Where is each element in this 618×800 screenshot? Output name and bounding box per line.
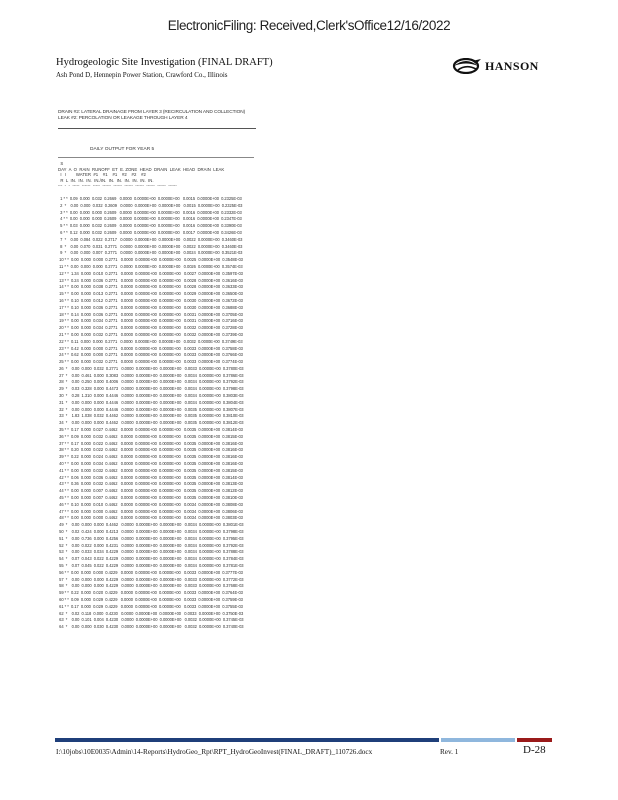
- table-row: 2 * 0.00 0.000 0.032 0.2609 0.0000 0.0000E+00 0.0000E+00 0.0015 0.0000E+00 0.2325E-03: [58, 202, 243, 208]
- footer-color-bar: [55, 738, 552, 742]
- table-row: 64 * 0.00 0.000 0.030 0.4230 0.0000 0.0000E+00 0.0000E+00 0.0032 0.0000E+00 0.3740E-03: [58, 624, 244, 630]
- table-row: 15 * * 0.00 0.000 0.013 0.2771 0.0000 0.0000E+00 0.0000E+00 0.0029 0.0000E+00 0.3650E-03: [58, 291, 243, 297]
- table-row: 25 * * 0.00 0.000 0.032 0.2771 0.0000 0.0000E+00 0.0000E+00 0.0033 0.0000E+00 0.3774E-03: [58, 359, 243, 365]
- table-row: 57 * 0.00 0.000 0.000 0.4229 0.0000 0.0000E+00 0.0000E+00 0.0033 0.0000E+00 0.3772E-03: [58, 576, 244, 582]
- table-row: 27 * 0.00 0.461 0.000 0.3083 0.0000 0.0000E+00 0.0000E+00 0.0034 0.0000E+00 0.3786E-03: [58, 372, 244, 378]
- table-row: 14 * * 0.00 0.000 0.038 0.2771 0.0000 0.0000E+00 0.0000E+00 0.0028 0.0000E+00 0.3633E-03: [58, 284, 243, 290]
- table-row: 26 * 0.00 0.000 0.032 0.2771 0.0000 0.0000E+00 0.0000E+00 0.0033 0.0000E+00 0.3780E-03: [58, 365, 244, 371]
- hanson-logo: [452, 58, 539, 74]
- table-row: 18 * * 0.14 0.000 0.036 0.2771 0.0000 0.0000E+00 0.0000E+00 0.0031 0.0000E+00 0.3705E-03: [58, 311, 243, 317]
- header-rule-top: [58, 157, 254, 158]
- document-title: Hydrogeologic Site Investigation (FINAL DRAFT): [56, 57, 273, 68]
- table-row: 50 * 0.02 0.424 0.000 0.4213 0.0000 0.0000E+00 0.0000E+00 0.0034 0.0000E+00 0.3798E-03: [58, 529, 244, 535]
- table-row: 56 * * 0.00 0.000 0.000 0.4229 0.0000 0.0000E+00 0.0000E+00 0.0033 0.0000E+00 0.3777E-03: [58, 569, 243, 575]
- table-row: 1 * * 0.09 0.000 0.032 0.2669 0.0000 0.0000E+00 0.0000E+00 0.0015 0.0000E+00 0.2325E-03: [58, 195, 242, 201]
- table-row: 19 * * 0.00 0.000 0.034 0.2771 0.0000 0.0000E+00 0.0000E+00 0.0031 0.0000E+00 0.3716E-03: [58, 318, 243, 324]
- table-row: 53 * 0.00 0.033 0.034 0.4229 0.0000 0.0000E+00 0.0000E+00 0.0034 0.0000E+00 0.3788E-03: [58, 549, 244, 555]
- table-row: 47 * * 0.00 0.000 0.000 0.4462 0.0000 0.0000E+00 0.0000E+00 0.0034 0.0000E+00 0.3806E-03: [58, 508, 243, 514]
- table-row: 24 * * 0.62 0.000 0.000 0.2771 0.0000 0.0000E+00 0.0000E+00 0.0033 0.0000E+00 0.3766E-03: [58, 352, 243, 358]
- table-row: 61 * * 0.17 0.000 0.029 0.4229 0.0000 0.0000E+00 0.0000E+00 0.0033 0.0000E+00 0.3755E-03: [58, 603, 243, 609]
- table-row: 52 * 0.00 0.022 0.000 0.4231 0.0000 0.0000E+00 0.0000E+00 0.0034 0.0000E+00 0.3792E-03: [58, 542, 244, 548]
- table-row: 11 * * 0.00 0.000 0.000 0.2771 0.0000 0.0000E+00 0.0000E+00 0.0026 0.0000E+00 0.3574E-03: [58, 263, 243, 269]
- table-row: 30 * 0.28 1.310 0.000 0.4446 0.0000 0.0000E+00 0.0000E+00 0.0034 0.0000E+00 0.3803E-03: [58, 393, 244, 399]
- table-row: 36 * * 0.09 0.000 0.032 0.4462 0.0000 0.0000E+00 0.0000E+00 0.0035 0.0000E+00 0.3815E-03: [58, 433, 243, 439]
- table-row: 4 * * 0.00 0.000 0.000 0.2609 0.0000 0.0000E+00 0.0000E+00 0.0016 0.0000E+00 0.2347E-03: [58, 216, 242, 222]
- document-header: [56, 57, 273, 80]
- footer-file-path: I:\10jobs\10E0035\Admin\14-Reports\HydroGeo_Rpt\RPT_HydroGeoInvest(FINAL_DRAFT)_110726.docx: [56, 748, 373, 756]
- table-row: 46 * * 0.10 0.000 0.010 0.4462 0.0000 0.0000E+00 0.0000E+00 0.0034 0.0000E+00 0.3808E-03: [58, 501, 243, 507]
- table-row: 34 * 0.00 0.000 0.000 0.4462 0.0000 0.0000E+00 0.0000E+00 0.0035 0.0000E+00 0.3812E-03: [58, 420, 244, 426]
- model-output: [58, 110, 256, 631]
- section-divider: [58, 128, 256, 129]
- table-row: 49 * 0.00 0.000 0.000 0.4462 0.0000 0.0000E+00 0.0000E+00 0.0034 0.0000E+00 0.3801E-03: [58, 522, 244, 528]
- column-header-line-1: S: [58, 161, 64, 166]
- filing-stamp: ElectronicFiling: Received,Clerk'sOffice12/16/2022: [167, 18, 451, 33]
- drain-description: DRAIN #2: LATERAL DRAINAGE FROM LAYER 3 (RECIRCULATION AND COLLECTION): [58, 110, 246, 115]
- page-number: D-28: [523, 744, 546, 756]
- table-row: 6 * * 0.12 0.000 0.032 0.2609 0.0000 0.0000E+00 0.0000E+00 0.0017 0.0000E+00 0.3426E-03: [58, 229, 242, 235]
- leak-description: LEAK #2: PERCOLATION OR LEAKAGE THROUGH LAYER 4: [58, 116, 188, 121]
- table-row: 37 * * 0.17 0.000 0.022 0.4462 0.0000 0.0000E+00 0.0000E+00 0.0035 0.0000E+00 0.3816E-03: [58, 440, 243, 446]
- table-row: 55 * 0.07 0.045 0.022 0.4229 0.0000 0.0000E+00 0.0000E+00 0.0034 0.0000E+00 0.3781E-03: [58, 563, 244, 568]
- table-row: 54 * 0.07 0.043 0.022 0.4229 0.0000 0.0000E+00 0.0000E+00 0.0034 0.0000E+00 0.3784E-03: [58, 556, 244, 562]
- table-row: 45 * * 0.00 0.000 0.007 0.4462 0.0000 0.0000E+00 0.0000E+00 0.0035 0.0000E+00 0.3810E-03: [58, 495, 243, 501]
- table-row: 39 * * 0.22 0.000 0.024 0.4462 0.0000 0.0000E+00 0.0000E+00 0.0035 0.0000E+00 0.3816E-03: [58, 454, 243, 460]
- table-row: 23 * * 0.42 0.000 0.000 0.2771 0.0000 0.0000E+00 0.0000E+00 0.0033 0.0000E+00 0.3758E-03: [58, 345, 243, 351]
- column-header-line-3: I I WATER #1 #1 #1 #2 #2 #2: [58, 172, 146, 178]
- table-row: 58 * 0.00 0.000 0.000 0.4229 0.0000 0.0000E+00 0.0000E+00 0.0033 0.0000E+00 0.3768E-03: [58, 583, 244, 589]
- footer-bar-red: [517, 738, 552, 742]
- table-row: 17 * * 0.10 0.000 0.036 0.2771 0.0000 0.0000E+00 0.0000E+00 0.0030 0.0000E+00 0.3688E-03: [58, 304, 243, 310]
- table-row: 59 * * 0.22 0.000 0.020 0.4229 0.0000 0.0000E+00 0.0000E+00 0.0033 0.0000E+00 0.3764E-03: [58, 590, 243, 596]
- table-row: 12 * * 1.34 0.000 0.010 0.2771 0.0000 0.0000E+00 0.0000E+00 0.0027 0.0000E+00 0.3597E-03: [58, 270, 243, 276]
- logo-text: HANSON: [485, 58, 539, 73]
- hanson-globe-icon: [452, 58, 482, 74]
- table-row: 29 * 0.03 0.328 0.000 0.4473 0.0000 0.0000E+00 0.0000E+00 0.0034 0.0000E+00 0.3798E-03: [58, 386, 244, 392]
- table-row: 33 * 1.83 1.038 0.032 0.4462 0.0000 0.0000E+00 0.0000E+00 0.0035 0.0000E+00 0.3810E-03: [58, 413, 244, 419]
- footer-bar-light-blue: [441, 738, 515, 742]
- table-row: 32 * 0.00 0.000 0.000 0.4446 0.0000 0.0000E+00 0.0000E+00 0.0035 0.0000E+00 0.3807E-03: [58, 406, 244, 412]
- daily-output-table: [58, 196, 256, 631]
- table-row: 42 * * 0.06 0.000 0.036 0.4462 0.0000 0.0000E+00 0.0000E+00 0.0035 0.0000E+00 0.3814E-03: [58, 474, 243, 480]
- table-row: 3 * * 0.00 0.000 0.000 0.2609 0.0000 0.0000E+00 0.0000E+00 0.0016 0.0000E+00 0.2332E-03: [58, 209, 242, 215]
- table-row: 13 * * 0.24 0.000 0.036 0.2771 0.0000 0.0000E+00 0.0000E+00 0.0028 0.0000E+00 0.3616E-03: [58, 277, 243, 283]
- table-row: 8 * 0.00 0.070 0.031 0.2771 0.0000 0.0000E+00 0.0000E+00 0.0022 0.0000E+00 0.3460E-03: [58, 243, 243, 249]
- table-row: 63 * 0.00 0.101 0.004 0.4230 0.0000 0.0000E+00 0.0000E+00 0.0032 0.0000E+00 0.3745E-03: [58, 617, 244, 623]
- table-row: 20 * * 0.00 0.000 0.034 0.2771 0.0000 0.0000E+00 0.0000E+00 0.0032 0.0000E+00 0.3728E-03: [58, 325, 243, 331]
- table-row: 40 * * 0.00 0.000 0.034 0.4462 0.0000 0.0000E+00 0.0000E+00 0.0035 0.0000E+00 0.3816E-03: [58, 461, 243, 467]
- table-row: 10 * * 0.00 0.000 0.000 0.2771 0.0000 0.0000E+00 0.0000E+00 0.0025 0.0000E+00 0.3548E-03: [58, 257, 243, 263]
- table-row: 9 * 0.00 0.000 0.007 0.2771 0.0000 0.0000E+00 0.0000E+00 0.0024 0.0000E+00 0.3521E-03: [58, 250, 243, 256]
- table-row: 48 * * 0.00 0.000 0.000 0.4462 0.0000 0.0000E+00 0.0000E+00 0.0034 0.0000E+00 0.3803E-03: [58, 515, 243, 521]
- document-subtitle: Ash Pond D, Hennepin Power Station, Crawford Co., Illinois: [56, 71, 228, 79]
- table-row: 43 * * 0.36 0.000 0.032 0.4462 0.0000 0.0000E+00 0.0000E+00 0.0035 0.0000E+00 0.3813E-03: [58, 481, 243, 487]
- column-header-line-5: --- - - ----- ------ ----- ------ ------ ------ ------ ------ ------ ------: [58, 183, 177, 189]
- table-row: 16 * * 0.10 0.000 0.012 0.2771 0.0000 0.0000E+00 0.0000E+00 0.0030 0.0000E+00 0.3672E-03: [58, 297, 243, 303]
- table-row: 62 * 0.02 0.118 0.000 0.4230 0.0000 0.0000E+00 0.0000E+00 0.0033 0.0000E+00 0.3750E-03: [58, 610, 244, 616]
- column-header-line-2: DAY A O RAIN RUNOFF ET E. ZONE HEAD DRAIN LEAK HEAD DRAIN LEAK: [58, 166, 225, 172]
- table-row: 31 * 0.00 0.000 0.000 0.4446 0.0000 0.0000E+00 0.0000E+00 0.0034 0.0000E+00 0.3804E-03: [58, 399, 244, 405]
- table-row: 22 * * 0.11 0.000 0.000 0.2771 0.0000 0.0000E+00 0.0000E+00 0.0032 0.0000E+00 0.3749E-03: [58, 338, 243, 344]
- footer-bar-navy: [55, 738, 439, 742]
- table-row: 28 * 0.00 0.250 0.000 0.4006 0.0000 0.0000E+00 0.0000E+00 0.0034 0.0000E+00 0.3792E-03: [58, 379, 244, 385]
- table-row: 38 * * 0.20 0.000 0.022 0.4462 0.0000 0.0000E+00 0.0000E+00 0.0035 0.0000E+00 0.3816E-03: [58, 447, 243, 453]
- table-row: 44 * * 0.00 0.000 0.007 0.4462 0.0000 0.0000E+00 0.0000E+00 0.0035 0.0000E+00 0.3812E-03: [58, 488, 243, 494]
- table-row: 7 * 0.00 0.084 0.022 0.2717 0.0000 0.0000E+00 0.0000E+00 0.0022 0.0000E+00 0.3460E-03: [58, 236, 243, 242]
- table-row: 51 * 0.00 0.736 0.000 0.4256 0.0000 0.0000E+00 0.0000E+00 0.0034 0.0000E+00 0.3795E-03: [58, 535, 244, 541]
- daily-output-title: DAILY OUTPUT FOR YEAR 5: [90, 147, 155, 152]
- table-row: 41 * * 0.00 0.000 0.032 0.4462 0.0000 0.0000E+00 0.0000E+00 0.0035 0.0000E+00 0.3815E-03: [58, 467, 243, 473]
- table-row: 35 * * 0.17 0.000 0.027 0.4462 0.0000 0.0000E+00 0.0000E+00 0.0035 0.0000E+00 0.3814E-03: [58, 427, 243, 433]
- column-header-line-4: R L IN. IN. IN. IN./IN. IN. IN. IN. IN. IN. IN.: [58, 177, 154, 183]
- footer-revision: Rev. 1: [440, 748, 459, 756]
- table-row: 60 * * 0.09 0.000 0.029 0.4229 0.0000 0.0000E+00 0.0000E+00 0.0033 0.0000E+00 0.3759E-03: [58, 596, 243, 602]
- table-row: 5 * * 0.03 0.000 0.032 0.2609 0.0000 0.0000E+00 0.0000E+00 0.0016 0.0000E+00 0.3390E-03: [58, 223, 242, 229]
- table-row: 21 * * 0.00 0.000 0.032 0.2771 0.0000 0.0000E+00 0.0000E+00 0.0032 0.0000E+00 0.3739E-03: [58, 331, 243, 337]
